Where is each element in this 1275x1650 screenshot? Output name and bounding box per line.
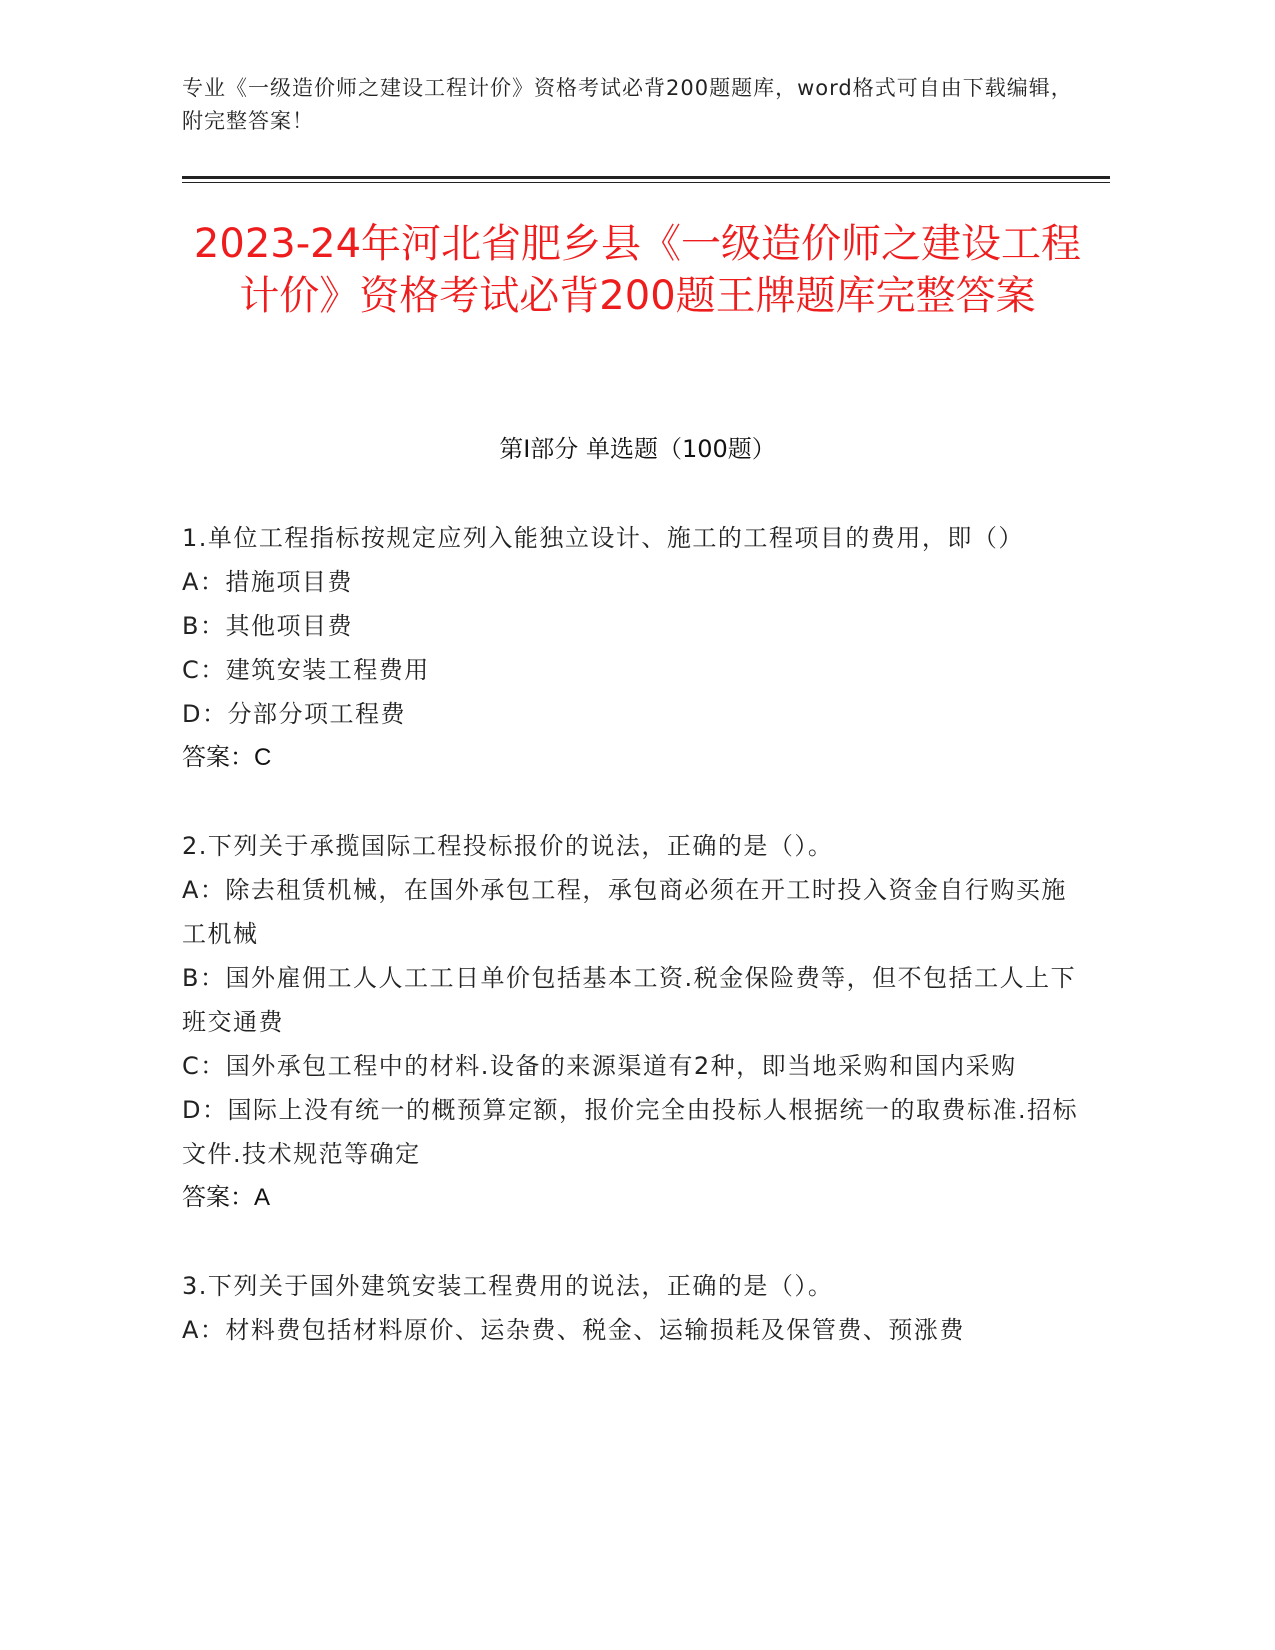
option-a: A：措施项目费: [182, 568, 353, 596]
option-b: B：其他项目费: [182, 612, 353, 640]
page-title: 2023-24年河北省肥乡县《一级造价师之建设工程计价》资格考试必背200题王牌题库完整答案: [193, 221, 1082, 319]
answer-line: 答案：C: [182, 744, 272, 771]
question-2: [182, 824, 1082, 1220]
option-b: B：国外雇佣工人人工工日单价包括基本工资.税金保险费等，但不包括工人上下班交通费: [182, 964, 1077, 1036]
header-note: 专业《一级造价师之建设工程计价》资格考试必背200题题库，word格式可自由下载编辑，附完整答案！: [182, 76, 1073, 133]
question-1: [182, 516, 1082, 780]
header-divider-thick: [182, 176, 1110, 179]
question-stem: 2.下列关于承揽国际工程投标报价的说法，正确的是（）。: [182, 832, 834, 860]
option-c: C：国外承包工程中的材料.设备的来源渠道有2种，即当地采购和国内采购: [182, 1052, 1017, 1080]
option-c: C：建筑安装工程费用: [182, 656, 430, 684]
section-title: 第I部分 单选题（100题）: [499, 435, 776, 463]
option-d: D：分部分项工程费: [182, 700, 406, 728]
question-stem: 3.下列关于国外建筑安装工程费用的说法，正确的是（）。: [182, 1272, 834, 1300]
option-d: D：国际上没有统一的概预算定额，报价完全由投标人根据统一的取费标准.招标文件.技术规范等确定: [182, 1096, 1079, 1168]
option-a: A：材料费包括材料原价、运杂费、税金、运输损耗及保管费、预涨费: [182, 1316, 965, 1344]
option-a: A：除去租赁机械，在国外承包工程，承包商必须在开工时投入资金自行购买施工机械: [182, 876, 1067, 948]
answer-line: 答案：A: [182, 1184, 271, 1211]
question-stem: 1.单位工程指标按规定应列入能独立设计、施工的工程项目的费用，即（）: [182, 524, 1024, 552]
header-divider-thin: [182, 182, 1110, 183]
question-list: [182, 516, 1082, 1396]
question-3: [182, 1264, 1082, 1352]
